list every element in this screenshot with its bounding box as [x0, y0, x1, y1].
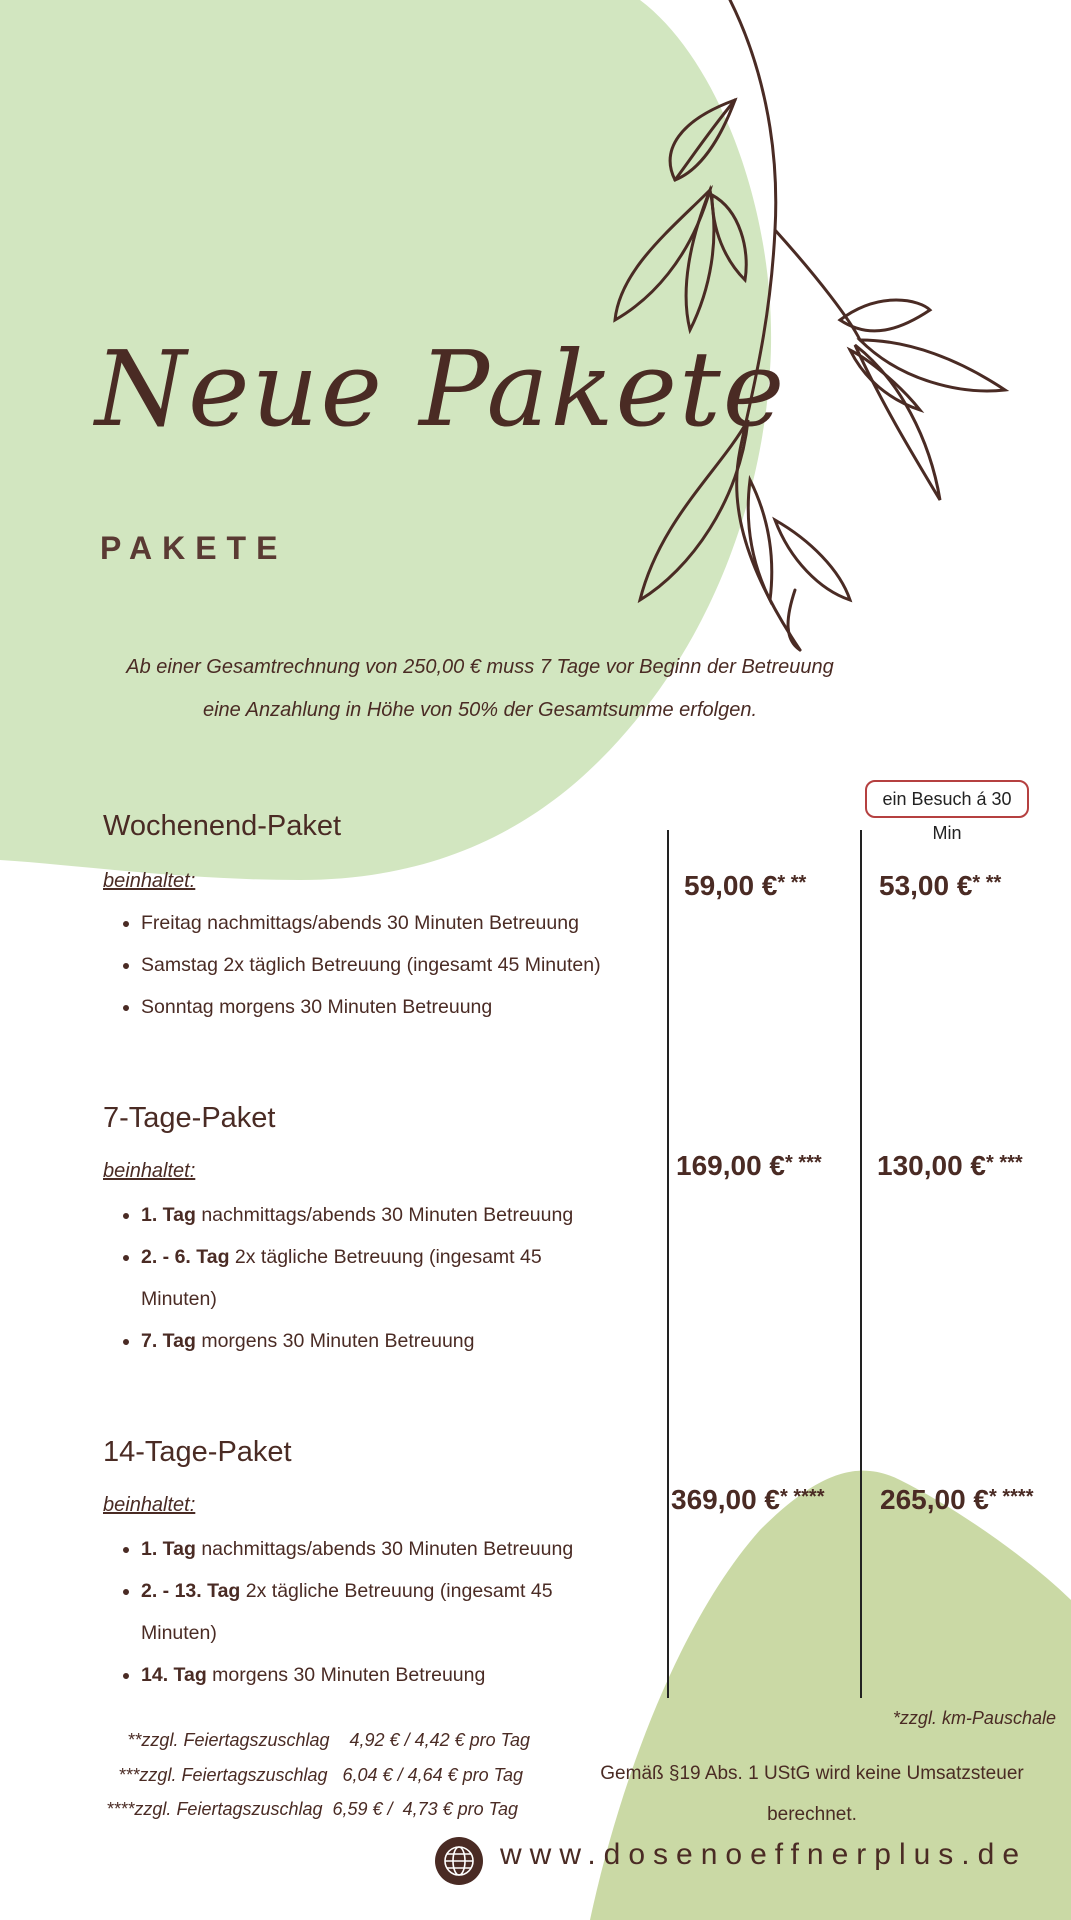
package-items-7-days — [103, 1194, 601, 1362]
price-reduced-14-days: 265,00 €* **** — [880, 1484, 1034, 1515]
website-link[interactable]: www.dosenoeffnerplus.de — [500, 1838, 1028, 1871]
package-includes-label: beinhaltet: — [103, 1494, 196, 1516]
list-item: • 2. - 13. Tag 2x tägliche Betreuung (ingesamt 45 Minuten) — [141, 1570, 601, 1654]
visit-duration-badge: ein Besuch á 30 Min — [865, 780, 1029, 818]
package-items-weekend — [103, 902, 601, 1028]
package-includes-label: beinhaltet: — [103, 1160, 196, 1182]
globe-icon — [434, 1836, 484, 1886]
surcharge-note-1: **zzgl. Feiertagszuschlag 4,92 € / 4,42 € pro Tag — [127, 1730, 530, 1750]
intro-line-1: Ab einer Gesamtrechnung von 250,00 € muss 7 Tage vor Beginn der Betreuung — [126, 656, 834, 678]
page-title: Neue Pakete — [95, 328, 787, 450]
price-standard-14-days: 369,00 €* **** — [671, 1484, 825, 1515]
list-item: • Samstag 2x täglich Betreuung (ingesamt 45 Minuten) — [141, 944, 601, 986]
page-subtitle: PAKETE — [100, 530, 288, 566]
price-standard-7-days: 169,00 €* *** — [676, 1150, 822, 1181]
list-item: • Sonntag morgens 30 Minuten Betreuung — [141, 986, 601, 1028]
package-title-14-days: 14-Tage-Paket — [103, 1436, 292, 1468]
package-items-14-days — [103, 1528, 601, 1696]
package-title-weekend: Wochenend-Paket — [103, 810, 342, 842]
tax-note-line-2: berechnet. — [767, 1804, 857, 1825]
intro-line-2: eine Anzahlung in Höhe von 50% der Gesamtsumme erfolgen. — [202, 699, 758, 721]
list-item: • Freitag nachmittags/abends 30 Minuten Betreuung — [141, 902, 601, 944]
price-reduced-7-days: 130,00 €* *** — [877, 1150, 1023, 1181]
package-title-7-days: 7-Tage-Paket — [103, 1102, 276, 1134]
surcharge-note-2: ***zzgl. Feiertagszuschlag 6,04 € / 4,64 € pro Tag — [118, 1765, 523, 1785]
list-item: • 1. Tag nachmittags/abends 30 Minuten Betreuung — [141, 1194, 601, 1236]
column-divider-left — [667, 830, 669, 1698]
list-item: • 14. Tag morgens 30 Minuten Betreuung — [141, 1654, 601, 1696]
package-includes-label: beinhaltet: — [103, 870, 196, 892]
list-item: • 1. Tag nachmittags/abends 30 Minuten Betreuung — [141, 1528, 601, 1570]
list-item: • 7. Tag morgens 30 Minuten Betreuung — [141, 1320, 601, 1362]
price-reduced-weekend: 53,00 €* ** — [879, 870, 1002, 901]
surcharge-note-3: ****zzgl. Feiertagszuschlag 6,59 € / 4,73 € pro Tag — [106, 1799, 518, 1819]
column-divider-right — [860, 830, 862, 1698]
tax-note-line-1: Gemäß §19 Abs. 1 UStG wird keine Umsatzsteuer — [600, 1763, 1024, 1784]
price-standard-weekend: 59,00 €* ** — [684, 870, 807, 901]
km-note: *zzgl. km-Pauschale — [892, 1708, 1056, 1728]
list-item: • 2. - 6. Tag 2x tägliche Betreuung (ingesamt 45 Minuten) — [141, 1236, 601, 1320]
